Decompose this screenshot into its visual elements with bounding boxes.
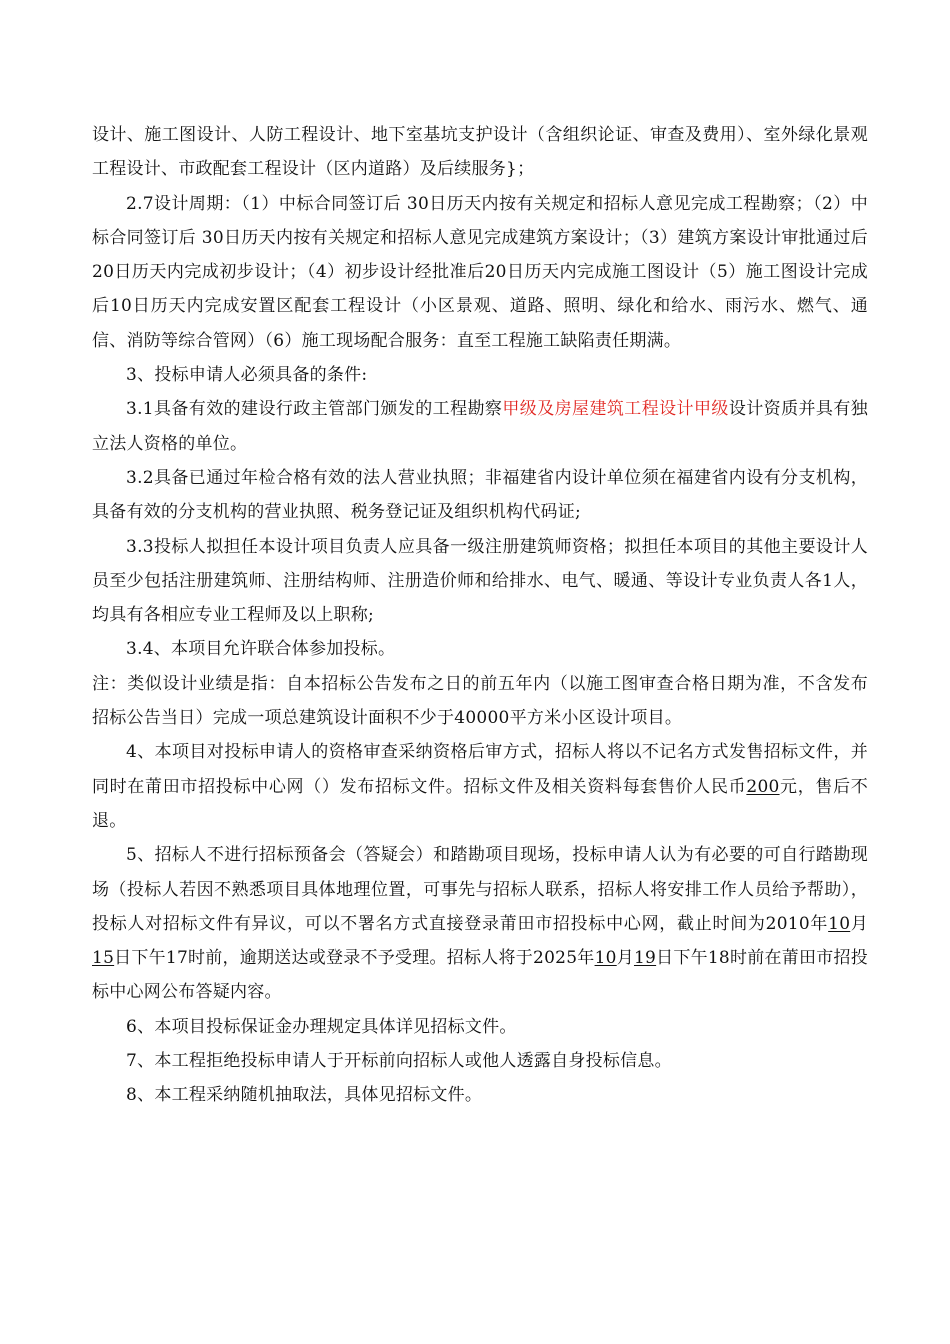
paragraph-item-6: 6、本项目投标保证金办理规定具体详见招标文件。 — [126, 1016, 517, 1037]
paragraph-item-7: 7、本工程拒绝投标申请人于开标前向招标人或他人透露自身投标信息。 — [126, 1051, 672, 1072]
paragraph-bidder-requirements-heading: 3、投标申请人必须具备的条件: — [126, 365, 368, 386]
paragraph-requirement-3-3: 3.3投标人拟担任本设计项目负责人应具备一级注册建筑师资格；拟担任本项目的其他主要设计人员至少包括注册建筑师、注册结构师、注册造价师和给排水、电气、暖通、等设计专业负责人各1人，均具有各相应专业工程师及以上职称; — [92, 536, 868, 626]
document-page — [92, 118, 868, 1113]
item-5-text-f: 月 — [616, 948, 634, 969]
item-5-text-c: 月 — [850, 913, 869, 934]
paragraph-item-4 — [92, 735, 868, 838]
paragraph-scope-continuation: 设计、施工图设计、人防工程设计、地下室基坑支护设计（含组织论证、审查及费用）、室外绿化景观工程设计、市政配套工程设计（区内道路）及后续服务}； — [92, 125, 868, 180]
item-5-text-e: 日下午17时前，逾期送达或登录不予受理。招标人将于2025年 — [114, 948, 595, 969]
requirement-3-1-text-b: 设计资质并具有独立法人资格的单位。 — [92, 399, 869, 454]
answer-day: 19 — [633, 948, 657, 969]
requirement-3-1-text-a: 3.1具备有效的建设行政主管部门颁发的工程勘察 — [126, 399, 503, 420]
item-4-text-b: 元，售后不退。 — [92, 776, 869, 831]
item-4-text-a: 4、本项目对投标申请人的资格审查采纳资格后审方式，招标人将以不记名方式发售招标文件，并同时在莆田市招投标中心网（）发布招标文件。招标文件及相关资料每套售价人民币 — [92, 742, 868, 797]
paragraph-note: 注：类似设计业绩是指：自本招标公告发布之日的前五年内（以施工图审查合格日期为准，不含发布招标公告当日）完成一项总建筑设计面积不少于40000平方米小区设计项目。 — [92, 673, 868, 729]
paragraph-requirement-3-2: 3.2具备已通过年检合格有效的法人营业执照；非福建省内设计单位须在福建省内设有分支机构，具备有效的分支机构的营业执照、税务登记证及组织机构代码证; — [92, 467, 868, 523]
deadline-month: 10 — [828, 913, 851, 934]
document-price: 200 — [746, 776, 780, 797]
item-5-text-a: 5、招标人不进行招标预备会（答疑会）和踏勘项目现场，投标申请人认为有必要的可自行踏勘现场（投标人若因不熟悉项目具体地理位置，可事先与招标人联系，招标人将安排工作人员给予帮助），投标人对招标文件有异议，可以不署名方式直接登录莆田市招投标中心网，截止时间为2010年 — [92, 845, 868, 934]
paragraph-item-5 — [92, 838, 868, 1009]
paragraph-item-8: 8、本工程采纳随机抽取法，具体见招标文件。 — [126, 1085, 483, 1106]
paragraph-requirement-3-1 — [92, 392, 868, 461]
answer-month: 10 — [594, 948, 617, 969]
paragraph-requirement-3-4: 3.4、本项目允许联合体参加投标。 — [126, 639, 396, 660]
item-5-text-g: 日下午18时前在莆田市招投标中心网公布答疑内容。 — [92, 948, 869, 1003]
deadline-day: 15 — [92, 948, 115, 969]
paragraph-design-period: 2.7设计周期：（1）中标合同签订后 30日历天内按有关规定和招标人意见完成工程勘察；（2）中标合同签订后 30日历天内按有关规定和招标人意见完成建筑方案设计；（3）建筑方案设计审批通过后20日历天内完成初步设计；（4）初步设计经批准后20日历天内完成施工图设计（5）施工图设计完成后10日历天内完成安置区配套工程设计（小区景观、道路、照明、绿化和给水、雨污水、燃气、通信、消防等综合管网）（6）施工现场配合服务：直至工程施工缺陷责任期满。 — [92, 193, 868, 351]
requirement-3-1-highlight: 甲级及房屋建筑工程设计甲级 — [502, 399, 729, 420]
